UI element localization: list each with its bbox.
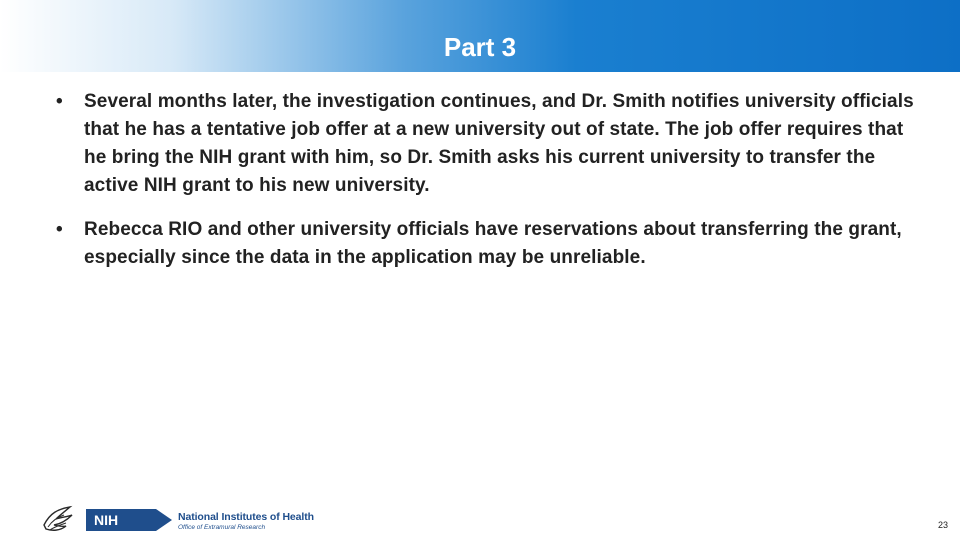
org-name: National Institutes of Health xyxy=(178,511,314,523)
bullet-text: Several months later, the investigation continues, and Dr. Smith notifies university officials that he has a tentative job offer at a new university out of state. The job offer requires that he bring the NIH grant with him, so Dr. Smith asks his current university to transfer the active NIH grant to his new university. xyxy=(84,91,914,196)
page-number: 23 xyxy=(937,520,948,530)
svg-text:NIH: NIH xyxy=(94,512,119,528)
bullet-item xyxy=(56,216,916,272)
bullet-marker: • xyxy=(56,91,63,112)
bullet-list xyxy=(56,88,916,272)
nih-logo xyxy=(40,503,314,539)
bullet-marker: • xyxy=(56,219,63,240)
bullet-text: Rebecca RIO and other university officials have reservations about transferring the grant, especially since the data in the application may be unreliable. xyxy=(84,219,902,268)
org-subtitle: Office of Extramural Research xyxy=(178,524,266,531)
slide-title: Part 3 xyxy=(443,32,517,62)
nih-badge-icon xyxy=(86,509,172,531)
hhs-eagle-icon xyxy=(40,503,76,537)
bullet-item xyxy=(56,88,916,200)
